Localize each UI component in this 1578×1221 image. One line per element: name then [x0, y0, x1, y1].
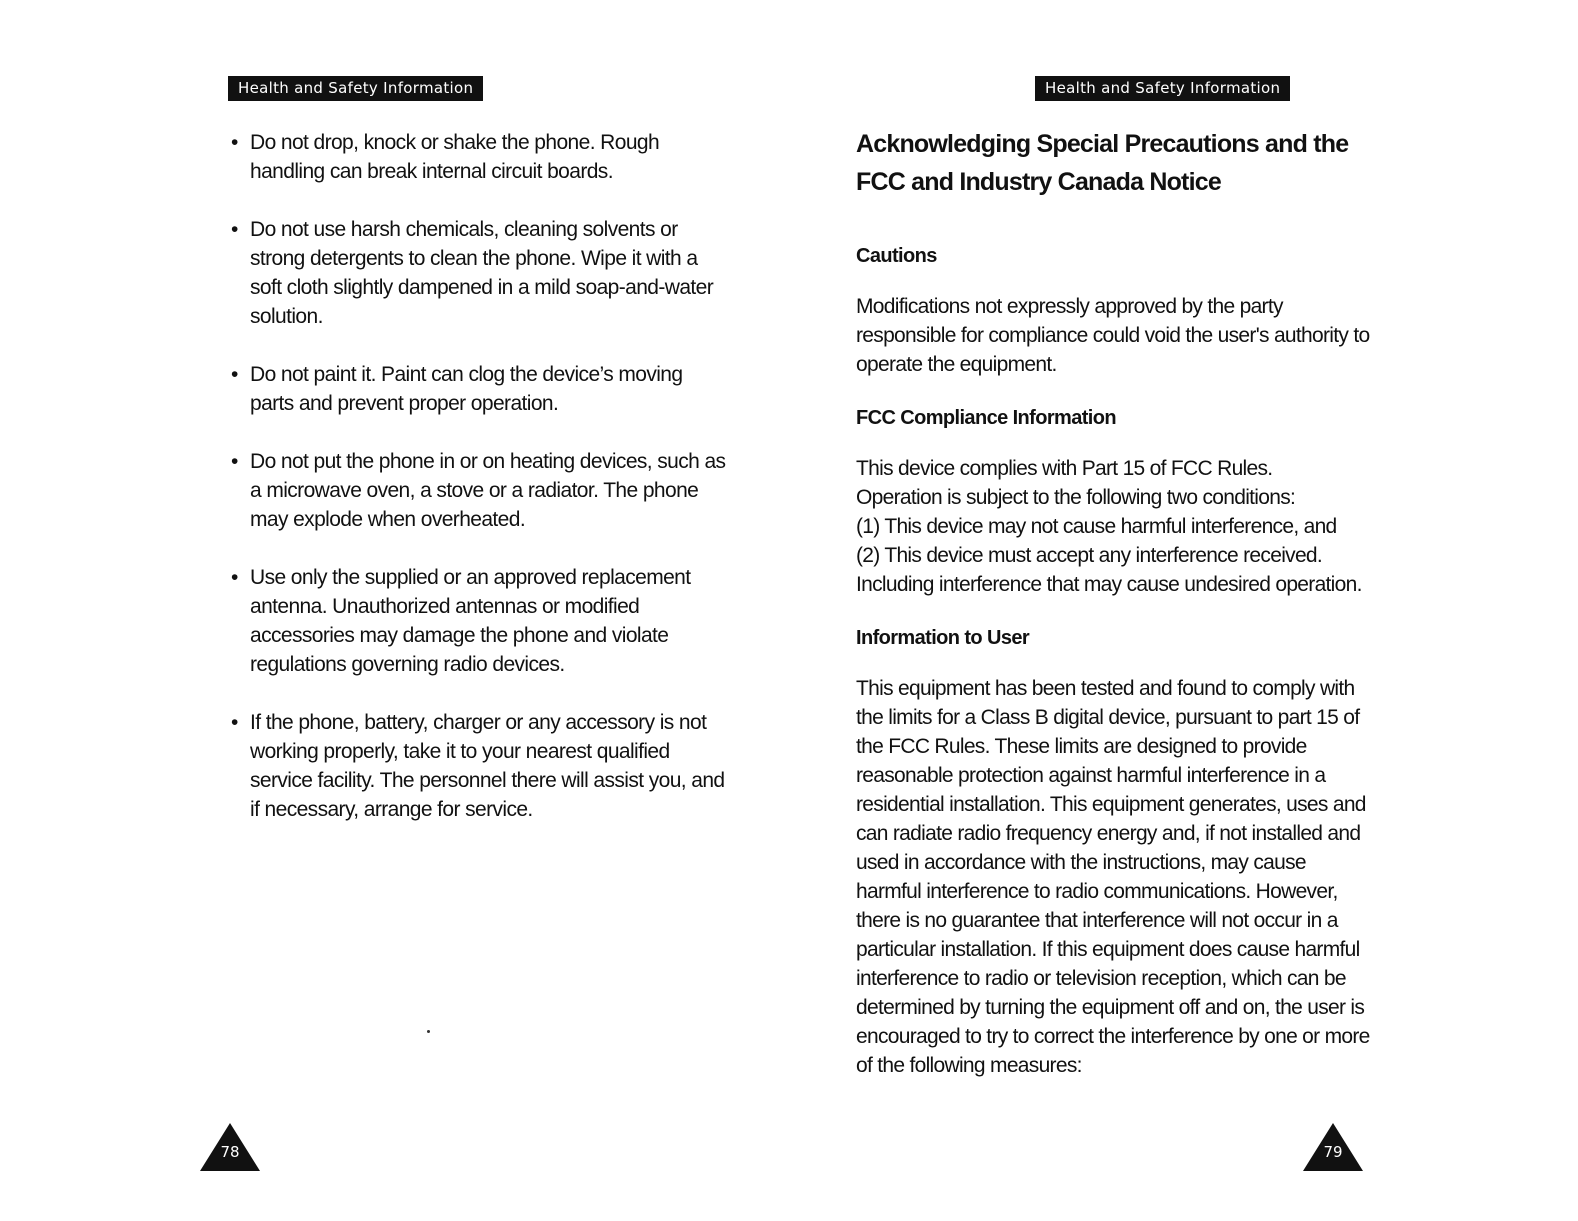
list-item — [228, 360, 728, 418]
precautions-list — [228, 128, 728, 853]
cautions-text: Modifications not expressly approved by the party responsible for compliance could void the user's authority to operate the equipment. — [856, 295, 1370, 376]
page-number-marker — [200, 1123, 260, 1173]
list-item — [228, 447, 728, 534]
section-tab: Health and Safety Information — [228, 76, 483, 101]
bullet-icon: • — [231, 363, 238, 386]
bullet-icon: • — [231, 450, 238, 473]
bullet-icon: • — [231, 131, 238, 154]
fcc-notice — [856, 125, 1376, 1105]
cautions-heading: Cautions — [856, 245, 937, 267]
bullet-icon: • — [231, 218, 238, 241]
list-item — [228, 128, 728, 186]
page-title: Acknowledging Special Precautions and the FCC and Industry Canada Notice — [856, 130, 1349, 196]
fcc-compliance-heading: FCC Compliance Information — [856, 407, 1116, 429]
list-item — [228, 708, 728, 824]
page-number: 78 — [220, 1143, 240, 1161]
list-item-text: Do not put the phone in or on heating devices, such as a microwave oven, a stove or a radiator. The phone may explode when overheated. — [250, 450, 726, 531]
right-page — [789, 0, 1578, 1221]
list-item — [228, 215, 728, 331]
page-number-marker — [1303, 1123, 1363, 1173]
list-item — [228, 563, 728, 679]
list-item-text: Do not drop, knock or shake the phone. Rough handling can break internal circuit boards. — [250, 131, 660, 183]
list-item-text: Do not use harsh chemicals, cleaning solvents or strong detergents to clean the phone. Wipe it with a soft cloth slightly dampened in a mild soap-and-water solution. — [250, 218, 714, 328]
list-item-text: Use only the supplied or an approved replacement antenna. Unauthorized antennas or modified accessories may damage the phone and violate regulations governing radio devices. — [250, 566, 691, 676]
bullet-icon: • — [231, 566, 238, 589]
information-to-user-text: This equipment has been tested and found to comply with the limits for a Class B digital device, pursuant to part 15 of the FCC Rules. These limits are designed to provide reasonable protection against harmful interference in a residential installation. This equipment generates, uses and can radiate radio frequency energy and, if not installed and used in accordance with the instructions, may cause harmful interference to radio communications. However, there is no guarantee that interference will not occur in a particular installation. If this equipment does cause harmful interference to radio or television reception, which can be determined by turning the equipment off and on, the user is encouraged to try to correct the interference by one or more of the following measures: — [856, 677, 1370, 1077]
stray-mark — [427, 1030, 430, 1033]
section-tab: Health and Safety Information — [1035, 76, 1290, 101]
list-item-text: Do not paint it. Paint can clog the device’s moving parts and prevent proper operation. — [250, 363, 683, 415]
page-number: 79 — [1323, 1143, 1343, 1161]
bullet-icon: • — [231, 711, 238, 734]
information-to-user-heading: Information to User — [856, 627, 1030, 649]
fcc-compliance-text: This device complies with Part 15 of FCC Rules. Operation is subject to the following two conditions: (1) This device may not cause harmful interference, and (2) This device must accept any interference received. Including interference that may cause undesired operation. — [856, 457, 1362, 596]
list-item-text: If the phone, battery, charger or any accessory is not working properly, take it to your nearest qualified service facility. The personnel there will assist you, and if necessary, arrange for service. — [250, 711, 725, 821]
